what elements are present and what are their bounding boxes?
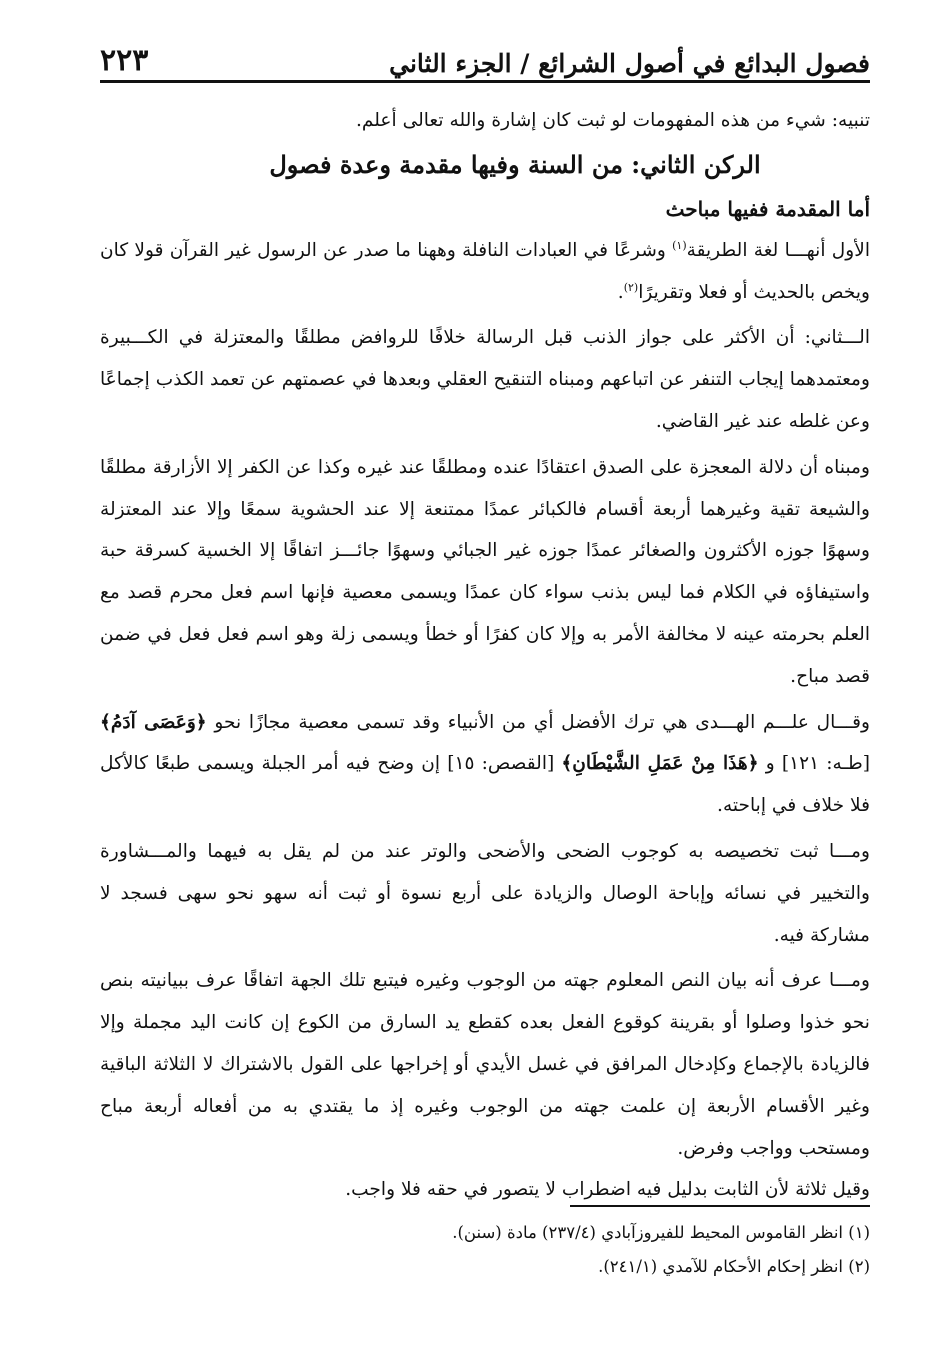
- paragraph-4: [100, 702, 870, 827]
- footnote-1: (١) انظر القاموس المحيط للفيروزآبادي (٢٣٧/٤) مادة (سنن).: [452, 1223, 870, 1242]
- quran-quote-1: ﴿وَعَصَى آدَمُ﴾: [100, 711, 207, 733]
- p1-text-a: الأول أنهـــا لغة الطريقة: [686, 239, 870, 261]
- page-number: ٢٢٣: [100, 43, 149, 78]
- running-header: [100, 28, 870, 78]
- paragraph-5: ومـــا ثبت تخصيصه به كوجوب الضحى والأضحى والوتر عند من لم يقل به فيهما والمـــشاورة والتخيير في نسائه وإباحة الوصال والزيادة على أربع نسوة أو ثبت أنه سهو نحو سهى فسجد لا مشاركة فيه.: [100, 840, 870, 946]
- paragraph-1: [100, 230, 870, 314]
- footnote-2: (٢) انظر إحكام الأحكام للآمدي (٢٤١/١).: [598, 1257, 870, 1276]
- paragraph-6: ومـــا عرف أنه بيان النص المعلوم جهته من الوجوب وغيره فيتبع تلك الجهة اتفاقًا عرف ببيانيته بنص نحو خذوا وصلوا أو بقرينة كوقوع الفعل بعده كقطع يد السارق من الكوع إن كانت اليد مجملة وإلا فالزيادة بالإجماع وكإدخال المرافق في غسل الأيدي أو إخراجها على القول بالاشتراك لا الثلاثة الباقية وغير الأقسام الأربعة إن علمت جهته من الوجوب وغيره إذ ما يقتدي به من أفعاله أربعة مباح ومستحب وواجب وفرض.: [100, 970, 870, 1159]
- section-heading: الركن الثاني: من السنة وفيها مقدمة وعدة فصول: [269, 149, 761, 179]
- footnotes: [100, 1216, 870, 1284]
- p1-text-c: .: [617, 281, 624, 303]
- note-paragraph: تنبيه: شيء من هذه المفهومات لو ثبت كان إشارة والله تعالى أعلم.: [355, 110, 870, 131]
- p4-text-c: [القصص: ١٥] إن وضح فيه أمر الجبلة ويسمى طبعًا كالأكل فلا خلاف في إباحته.: [100, 753, 870, 817]
- p4-text-b: [طـه: ١٢١] و: [758, 753, 870, 775]
- page-body: [100, 100, 870, 1211]
- p1-text-b: وشرعًا في العبادات النافلة وههنا ما صدر عن الرسول غير القرآن قولا كان ويخص بالحديث أو فعلا وتقريرًا: [100, 239, 870, 303]
- paragraph-2: الـــثاني: أن الأكثر على جواز الذنب قبل الرسالة خلافًا للروافض مطلقًا والمعتزلة في الكـــبيرة ومعتمدهما إيجاب التنفر عن اتباعهم ومبناه التنقيح العقلي وبعدها في عصمتهم عن تعمد الكذب إجماعًا وعن غلطه عند غير القاضي.: [100, 327, 870, 432]
- footnote-rule: [570, 1205, 870, 1207]
- p4-text-a: وقـــال علـــم الهـــدى هي ترك الأفضل أي من الأنبياء وقد تسمى معصية مجازًا نحو: [206, 711, 870, 733]
- footnote-ref-2: (٢): [623, 280, 639, 294]
- footnote-ref-1: (١): [672, 238, 687, 252]
- paragraph-7: وقيل ثلاثة لأن الثابت بدليل فيه اضطراب لا يتصور في حقه فلا واجب.: [345, 1179, 870, 1201]
- subsection-heading: أما المقدمة ففيها مباحث: [665, 196, 870, 221]
- header-rule: [100, 80, 870, 83]
- book-title: فصول البدائع في أصول الشرائع / الجزء الثاني: [389, 49, 870, 78]
- quran-quote-2: ﴿هَذَا مِنْ عَمَلِ الشَّيْطَانِ﴾: [561, 753, 759, 775]
- paragraph-3: ومبناه أن دلالة المعجزة على الصدق اعتقادًا عنده ومطلقًا عند غيره وكذا عن الكفر إلا الأزارقة مطلقًا والشيعة تقية وغيرهما أربعة أقسام فالكبائر عمدًا ممتنعة إلا عند الحشوية سمعًا وإلا عند المعتزلة وسهوًا جوزه الأكثرون والصغائر عمدًا جوزه غير الجبائي وسهوًا جائـــز اتفاقًا إلا الخسية كسرقة حبة واستيفاؤه في الكلام فما ليس بذنب سواء كان عمدًا ويسمى معصية فإنها اسم فعل محرم قصد مع العلم بحرمته عينه لا مخالفة الأمر به وإلا كان كفرًا أو خطأ ويسمى زلة وهو اسم فعل فعل في ضمن قصد مباح.: [100, 456, 870, 687]
